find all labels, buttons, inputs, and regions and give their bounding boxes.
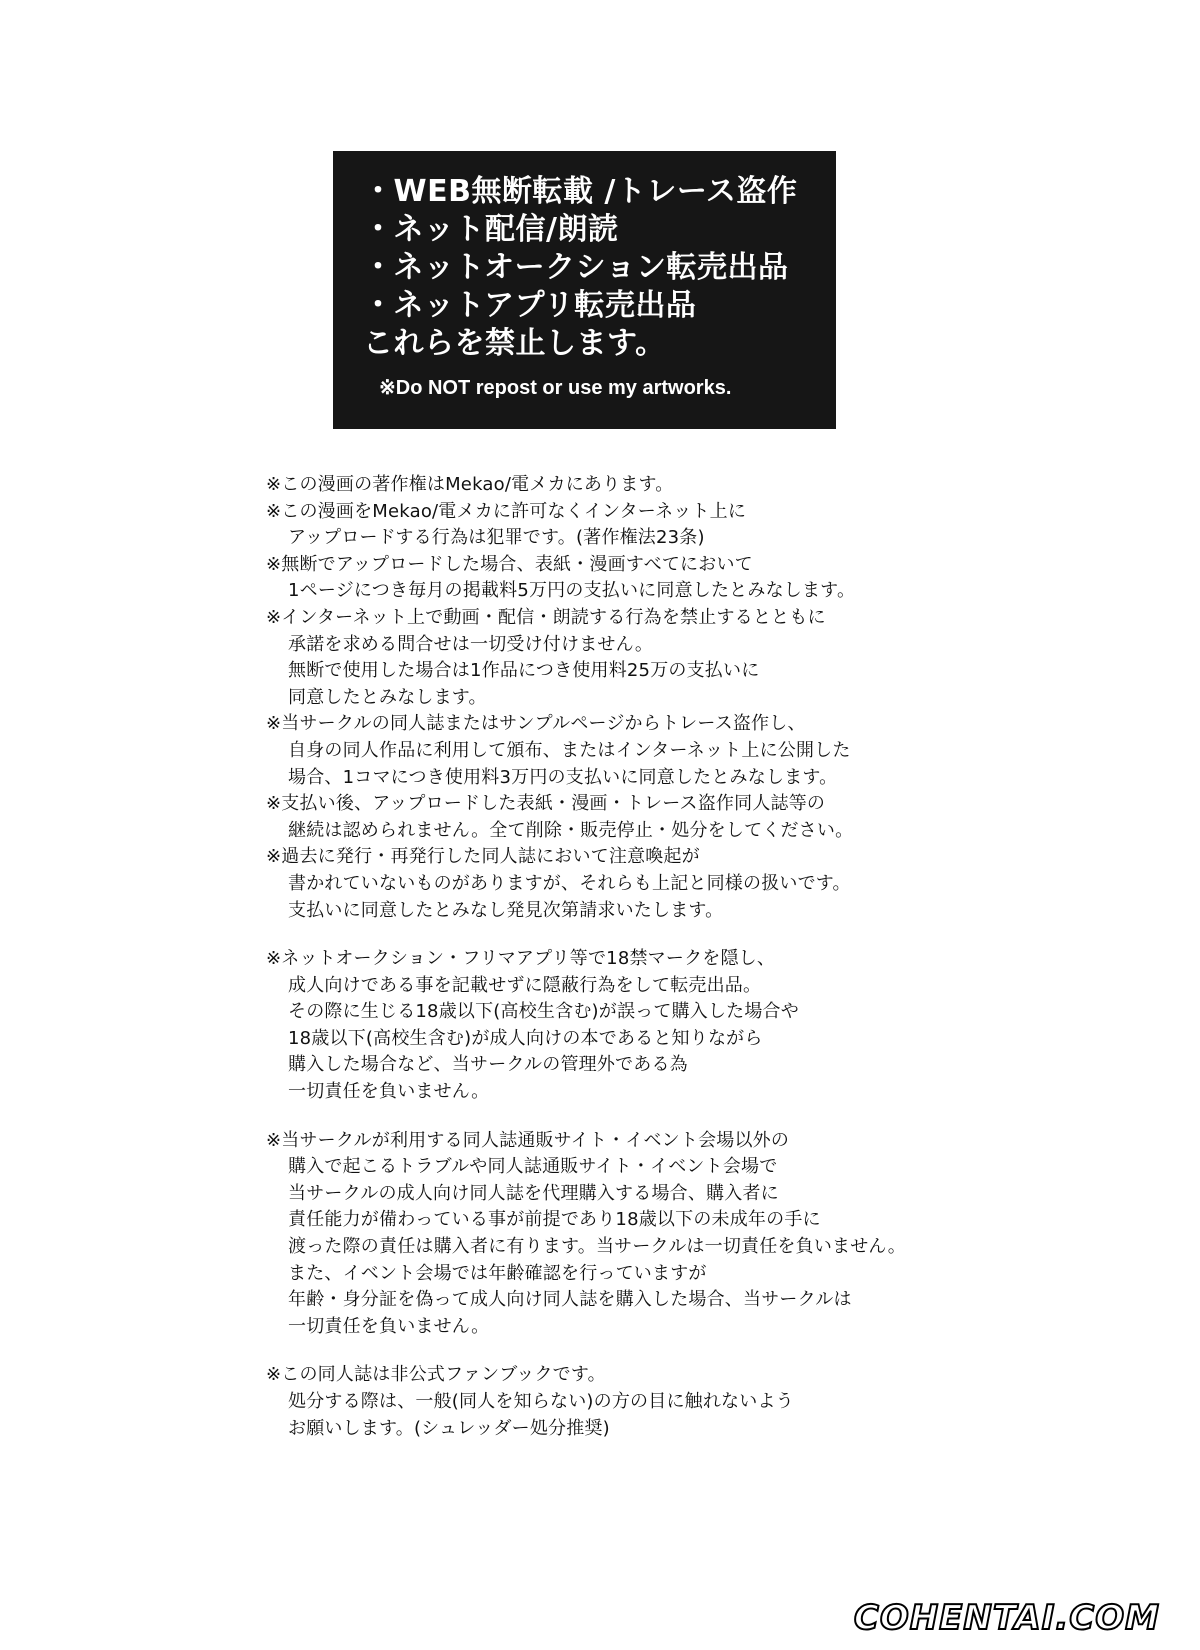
disclaimer-line: 当サークルの成人向け同人誌を代理購入する場合、購入者に	[288, 1182, 779, 1204]
disclaimer-line: 支払いに同意したとみなし発見次第請求いたします。	[288, 899, 724, 921]
disclaimer-paragraph	[266, 499, 1066, 552]
disclaimer-paragraph	[266, 472, 1066, 499]
disclaimer-line: ※この漫画の著作権はMekao/電メカにあります。	[266, 474, 674, 495]
notice-line: これらを禁止します。	[363, 326, 666, 361]
disclaimer-line: その際に生じる18歳以下(高校生含む)が誤って購入した場合や	[288, 1001, 799, 1023]
disclaimer-line: ※インターネット上で動画・配信・朗読する行為を禁止するとともに	[266, 606, 826, 628]
disclaimer-line: ※ネットオークション・フリマアプリ等で18禁マークを隠し、	[266, 948, 776, 970]
paragraph-gap	[266, 1106, 1066, 1128]
disclaimer-paragraph	[266, 946, 1066, 1106]
disclaimer-text	[266, 472, 1066, 1442]
disclaimer-paragraph	[266, 844, 1066, 924]
disclaimer-line: 年齢・身分証を偽って成人向け同人誌を購入した場合、当サークルは	[288, 1289, 852, 1311]
disclaimer-line: 一切責任を負いません。	[288, 1081, 490, 1103]
disclaimer-line: 渡った際の責任は購入者に有ります。当サークルは一切責任を負いません。	[288, 1236, 906, 1258]
disclaimer-line: 継続は認められません。全て削除・販売停止・処分をしてください。	[288, 819, 854, 841]
disclaimer-line: 購入で起こるトラブルや同人誌通販サイト・イベント会場で	[288, 1156, 778, 1178]
notice-line: ・ネットオークション転売出品	[363, 250, 789, 285]
disclaimer-line: 書かれていないものがありますが、それらも上記と同様の扱いです。	[288, 872, 851, 894]
disclaimer-line: また、イベント会場では年齢確認を行っていますが	[288, 1262, 707, 1284]
disclaimer-line: 成人向けである事を記載せずに隠蔽行為をして転売出品。	[288, 974, 762, 996]
notice-line: ・WEB無断転載 /トレース盗作	[363, 174, 798, 209]
disclaimer-line: ※無断でアップロードした場合、表紙・漫画すべてにおいて	[266, 553, 753, 575]
disclaimer-line: 1ページにつき毎月の掲載料5万円の支払いに同意したとみなします。	[288, 580, 856, 602]
disclaimer-paragraph	[266, 711, 1066, 791]
disclaimer-line: 責任能力が備わっている事が前提であり18歳以下の未成年の手に	[288, 1209, 821, 1231]
disclaimer-line: ※過去に発行・再発行した同人誌において注意喚起が	[266, 846, 700, 868]
disclaimer-paragraph	[266, 605, 1066, 711]
disclaimer-line: 18歳以下(高校生含む)が成人向けの本であると知りながら	[288, 1027, 763, 1049]
paragraph-gap	[266, 1340, 1066, 1362]
disclaimer-line: 無断で使用した場合は1作品につき使用料25万の支払いに	[288, 660, 760, 682]
disclaimer-line: ※当サークルの同人誌またはサンプルページからトレース盗作し、	[266, 713, 806, 735]
disclaimer-line: 場合、1コマにつき使用料3万円の支払いに同意したとみなします。	[288, 766, 838, 788]
disclaimer-paragraph	[266, 552, 1066, 605]
disclaimer-line: 購入した場合など、当サークルの管理外である為	[288, 1054, 688, 1076]
notice-line: ・ネット配信/朗読	[363, 212, 619, 247]
disclaimer-paragraph	[266, 1128, 1066, 1341]
watermark-logo: COHENTAI.COM	[853, 1598, 1160, 1638]
notice-english: ※Do NOT repost or use my artworks.	[379, 377, 732, 399]
disclaimer-line: 自身の同人作品に利用して頒布、またはインターネット上に公開した	[288, 739, 851, 761]
paragraph-gap	[266, 924, 1066, 946]
disclaimer-line: 同意したとみなします。	[288, 686, 487, 708]
disclaimer-line: 処分する際は、一般(同人を知らない)の方の目に触れないよう	[288, 1391, 794, 1412]
disclaimer-line: 一切責任を負いません。	[288, 1315, 490, 1337]
disclaimer-line: ※この同人誌は非公式ファンブックです。	[266, 1364, 606, 1386]
disclaimer-line: アップロードする行為は犯罪です。(著作権法23条)	[288, 527, 705, 549]
disclaimer-paragraph	[266, 1362, 1066, 1442]
notice-line: ・ネットアプリ転売出品	[363, 288, 697, 323]
disclaimer-line: ※当サークルが利用する同人誌通販サイト・イベント会場以外の	[266, 1129, 790, 1151]
disclaimer-line: 承諾を求める問合せは一切受け付けません。	[288, 633, 654, 655]
notice-box	[333, 151, 836, 429]
disclaimer-line: ※この漫画をMekao/電メカに許可なくインターネット上に	[266, 500, 747, 522]
disclaimer-paragraph	[266, 791, 1066, 844]
disclaimer-line: お願いします。(シュレッダー処分推奨)	[288, 1417, 610, 1439]
disclaimer-line: ※支払い後、アップロードした表紙・漫画・トレース盗作同人誌等の	[266, 793, 826, 815]
